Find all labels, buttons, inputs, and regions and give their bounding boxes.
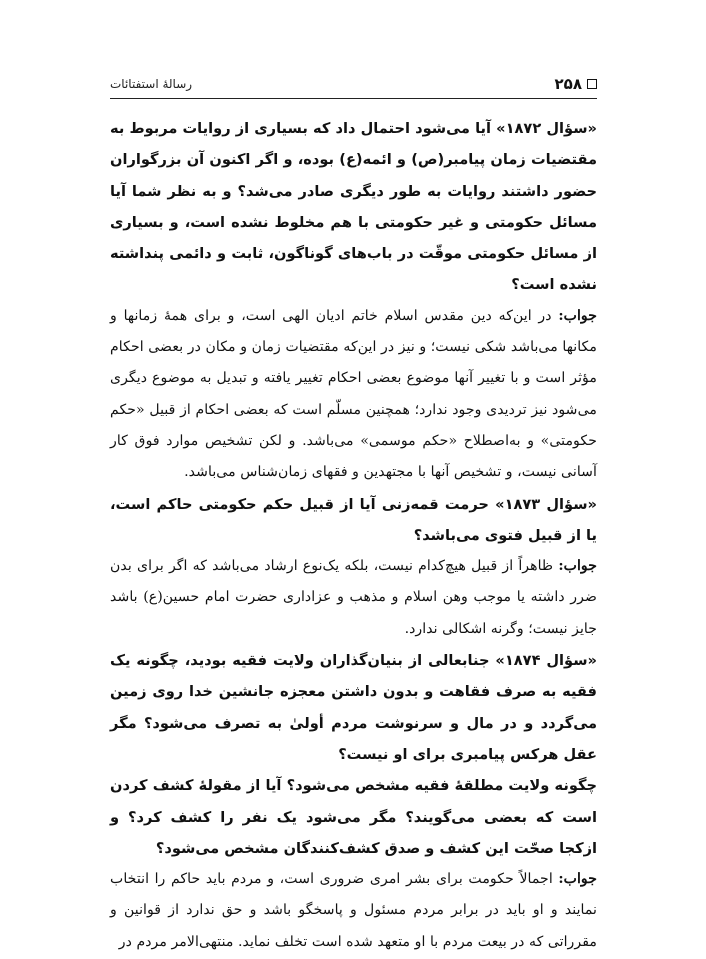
question-label: «سؤال ۱۸۷۲» bbox=[496, 120, 597, 137]
answer-1873 bbox=[110, 551, 597, 645]
answer-text: ظاهراً از قبیل هیچ‌کدام نیست، بلکه یک‌نوع ارشاد می‌باشد که اگر برای بدن ضرر داشته یا موجب وهن اسلام و مذهب و عزاداری حضرت امام حسین(ع) باشد جایز نیست؛ وگرنه اشکالی ندارد. bbox=[110, 558, 597, 637]
answer-text: اجمالاً حکومت برای بشر امری ضروری است، و مردم باید حاکم را انتخاب نمایند و او باید در برابر مردم مسئول و پاسخگو باشد و حق ندارد از قوانین و مقرراتی که در بیعت مردم با او متعهد شده است تخلف نماید. منتهی‌الامر مردم در bbox=[110, 871, 597, 950]
question-1874 bbox=[110, 645, 597, 770]
answer-label: جواب: bbox=[558, 307, 597, 324]
answer-text: در این‌که دین مقدس اسلام خاتم ادیان الهی است، و برای همهٔ زمانها و مکانها می‌باشد شکی نیست؛ و نیز در این‌که مقتضیات زمان و مکان در بعضی احکام مؤثر است و با تغییر آنها موضوع بعضی احکام تغییر یافته و تبدیل به موضوع دیگری می‌شود نیز تردیدی وجود ندارد؛ همچنین مسلّم است که بعضی احکام از قبیل «حکم حکومتی» و به‌اصطلاح «حکم موسمی» می‌باشد. و لکن تشخیص موارد فوق کار آسانی نیست، و تشخیص آنها با مجتهدین و فقهای زمان‌شناس می‌باشد. bbox=[110, 307, 597, 481]
question-label: «سؤال ۱۸۷۳» bbox=[495, 495, 597, 513]
question-1874-continued bbox=[110, 770, 597, 864]
answer-1872 bbox=[110, 301, 597, 489]
question-label: «سؤال ۱۸۷۴» bbox=[495, 652, 597, 670]
book-page bbox=[110, 70, 597, 958]
square-marker-icon bbox=[587, 79, 597, 89]
question-1872 bbox=[110, 113, 597, 301]
question-text: جنابعالی از بنیان‌گذاران ولایت فقیه بودید، چگونه یک فقیه به صرف فقاهت و بدون داشتن معجزه جانشین خدا روی زمین می‌گردد و در مال و سرنوشت مردم أولیٰ به تصرف می‌شود؟ مگر عقل هرکس پیامبری برای او نیست؟ bbox=[110, 652, 597, 763]
page-number-group bbox=[555, 75, 597, 93]
question-1873 bbox=[110, 489, 597, 552]
question-text: حرمت قمه‌زنی آیا از قبیل حکم حکومتی حاکم است، یا از قبیل فتوی می‌باشد؟ bbox=[110, 495, 597, 544]
question-text: چگونه ولایت مطلقهٔ فقیه مشخص می‌شود؟ آیا از مقولهٔ کشف کردن است که بعضی می‌گویند؟ مگر می‌شود یک نفر را کشف کرد؟ و ازکجا صحّت این کشف و صدق کشف‌کنندگان مشخص می‌شود؟ bbox=[110, 777, 597, 857]
answer-1874 bbox=[110, 864, 597, 958]
page-body bbox=[110, 113, 597, 958]
book-title: رسالهٔ استفتائات bbox=[110, 77, 193, 91]
answer-label: جواب: bbox=[558, 558, 597, 575]
question-text: آیا می‌شود احتمال داد که بسیاری از روایات مربوط به مقتضیات زمان پیامبر(ص) و ائمه(ع) بوده، و اگر اکنون آن بزرگواران حضور داشتند روایات به طور دیگری صادر می‌شد؟ و به نظر شما آیا مسائل حکومتی و غیر حکومتی با هم مخلوط نشده است، و بسیاری از مسائل حکومتی موقّت در باب‌های گوناگون، ثابت و دائمی پنداشته نشده است؟ bbox=[110, 120, 597, 294]
running-header bbox=[110, 70, 597, 99]
page-number: ۲۵۸ bbox=[554, 75, 582, 93]
answer-label: جواب: bbox=[558, 871, 597, 888]
